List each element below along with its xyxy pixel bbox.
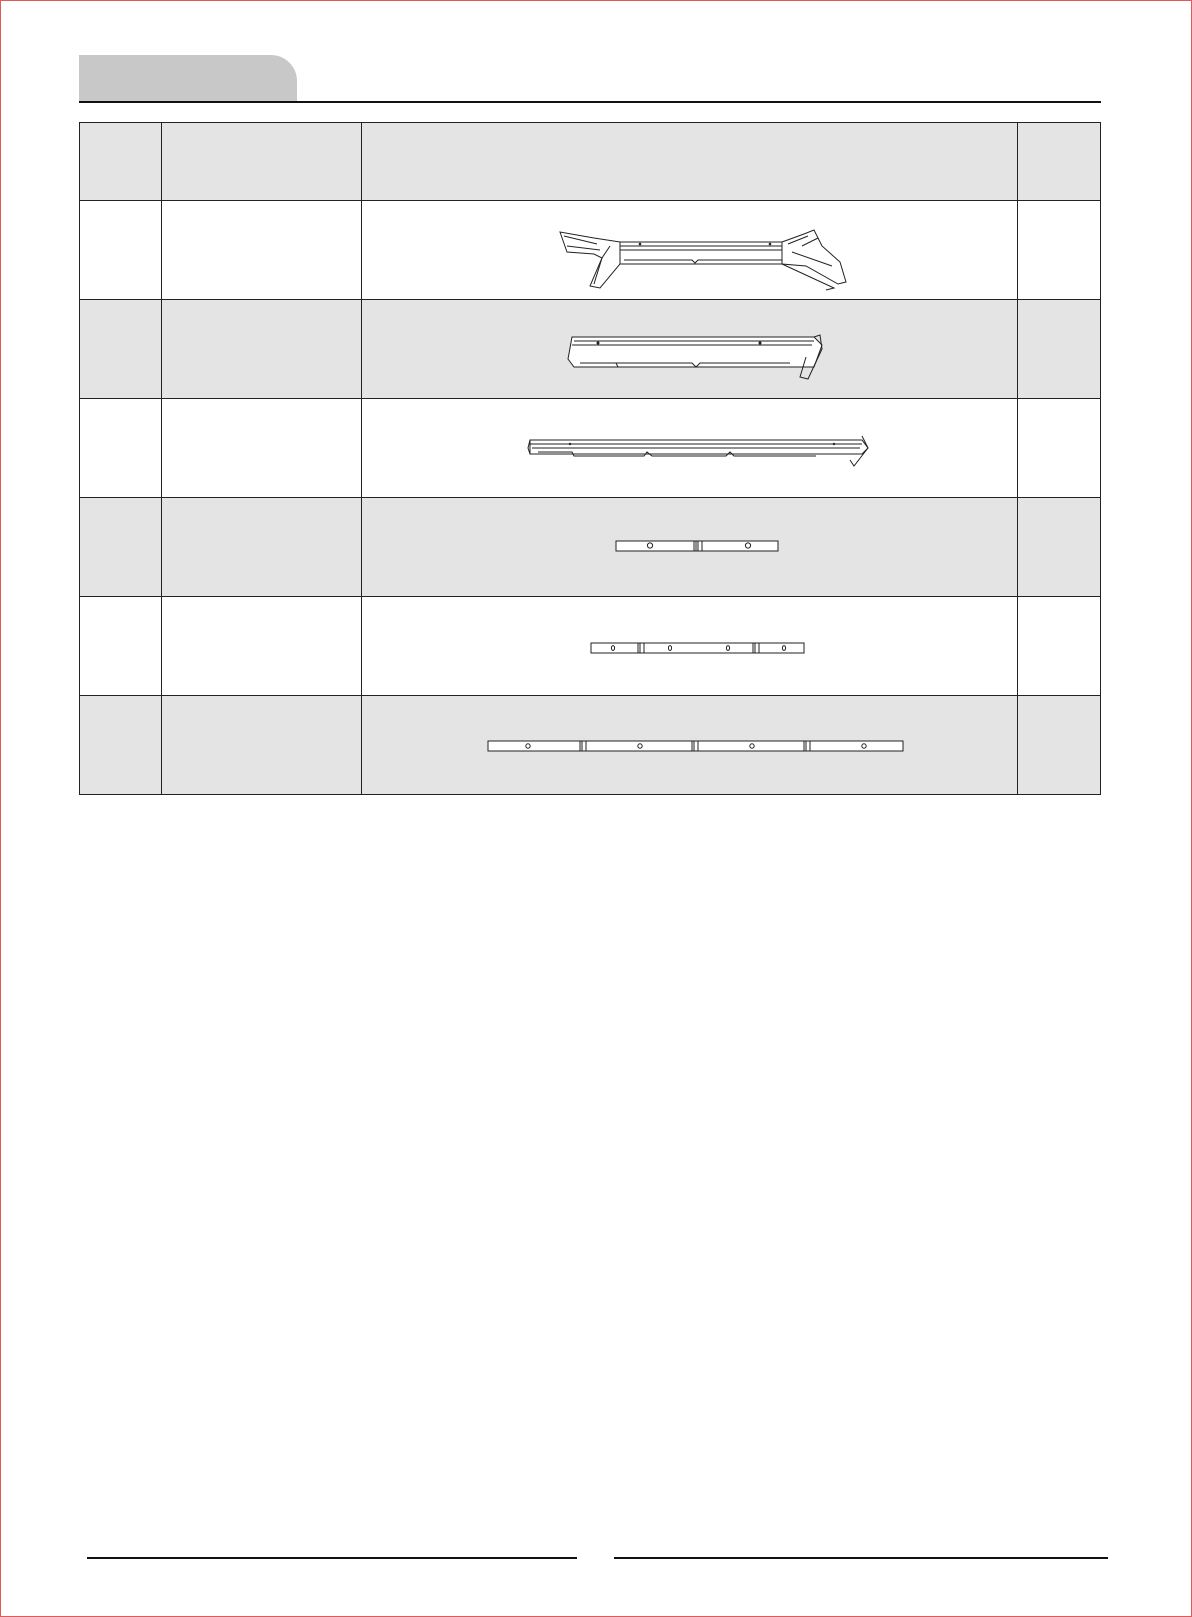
part-name	[162, 300, 362, 399]
part-drawing-cell	[361, 597, 1017, 696]
part-name	[162, 696, 362, 795]
part-qty	[1017, 201, 1100, 300]
part-no	[80, 201, 162, 300]
part-qty	[1017, 696, 1100, 795]
part-name	[162, 498, 362, 597]
part-no	[80, 399, 162, 498]
table-row	[80, 597, 1101, 696]
table-header-row	[80, 123, 1101, 201]
header-name	[162, 123, 362, 201]
front-rail-drawing	[362, 202, 1016, 299]
part-drawing-cell	[361, 696, 1017, 795]
header-no	[80, 123, 162, 201]
part-drawing-cell	[361, 399, 1017, 498]
short-slat-drawing	[362, 499, 1016, 596]
header-rule	[79, 101, 1101, 103]
table-row	[80, 399, 1101, 498]
section-tab	[79, 55, 297, 102]
part-qty	[1017, 300, 1100, 399]
part-no	[80, 597, 162, 696]
header-qty	[1017, 123, 1100, 201]
long-slat-drawing	[362, 697, 1016, 794]
part-drawing-cell	[361, 201, 1017, 300]
long-rail-drawing	[362, 400, 1016, 497]
header-drawing	[361, 123, 1017, 201]
part-drawing-cell	[361, 300, 1017, 399]
side-rail-drawing	[362, 301, 1016, 398]
part-qty	[1017, 399, 1100, 498]
medium-slat-drawing	[362, 598, 1016, 695]
footer-rule-right	[614, 1557, 1108, 1559]
part-drawing-cell	[361, 498, 1017, 597]
table-row	[80, 300, 1101, 399]
part-qty	[1017, 597, 1100, 696]
table-row	[80, 498, 1101, 597]
table-row	[80, 201, 1101, 300]
part-no	[80, 300, 162, 399]
part-no	[80, 696, 162, 795]
part-name	[162, 399, 362, 498]
parts-table	[79, 122, 1101, 795]
footer-rule-left	[87, 1557, 577, 1559]
table-row	[80, 696, 1101, 795]
part-qty	[1017, 498, 1100, 597]
part-name	[162, 597, 362, 696]
part-no	[80, 498, 162, 597]
part-name	[162, 201, 362, 300]
